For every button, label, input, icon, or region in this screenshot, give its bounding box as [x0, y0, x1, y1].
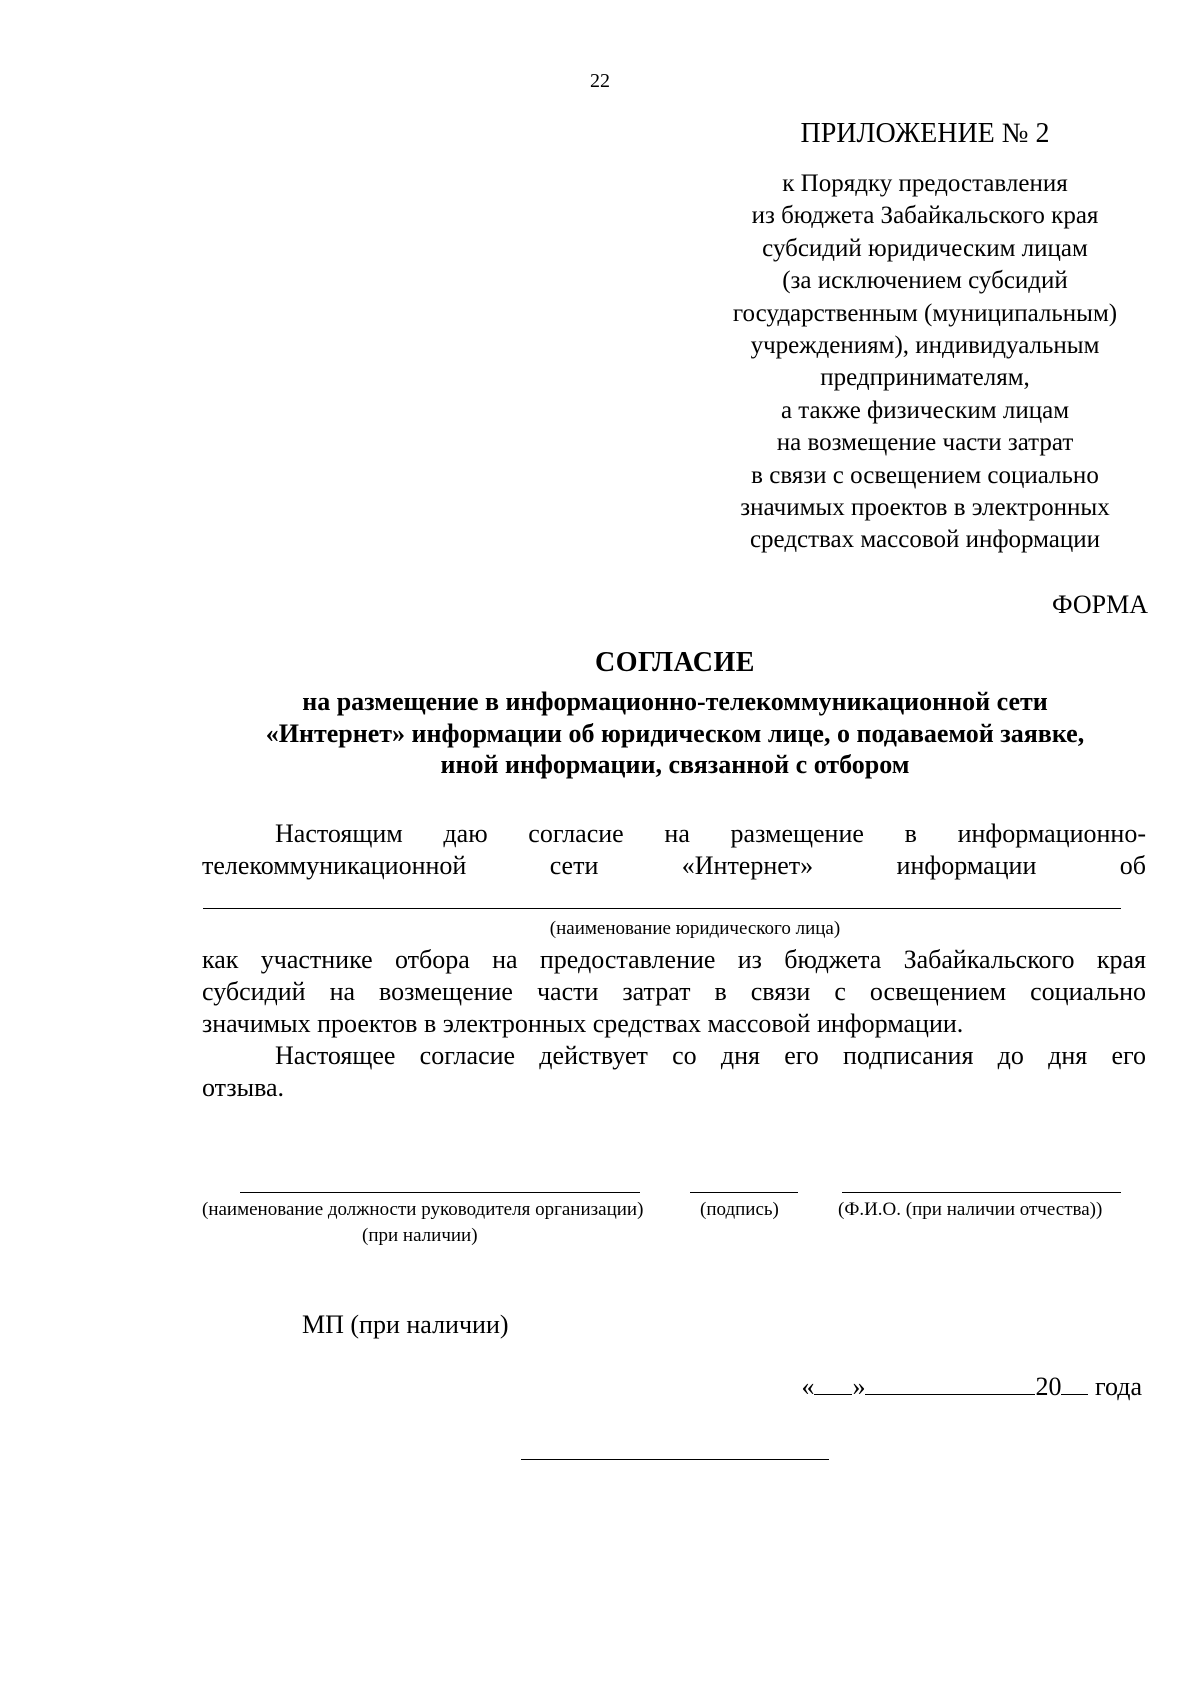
- date-century: 20: [1035, 1372, 1062, 1401]
- appendix-line: в связи с освещением социально: [751, 461, 1099, 489]
- month-field[interactable]: [865, 1374, 1035, 1395]
- body-line: телекоммуникационной сети «Интернет» информации об: [202, 851, 1146, 880]
- appendix-line: субсидий юридическим лицам: [762, 234, 1088, 262]
- body-line: субсидий на возмещение части затрат в связи с освещением социально: [202, 977, 1146, 1006]
- body-line: как участнике отбора на предоставление из бюджета Забайкальского края: [202, 945, 1146, 974]
- bottom-divider: [521, 1459, 829, 1460]
- position-caption-note: (при наличии): [362, 1225, 478, 1246]
- date-suffix: года: [1094, 1372, 1142, 1401]
- date-close-quote: »: [852, 1372, 866, 1401]
- subtitle-line: «Интернет» информации об юридическом лице, о подаваемой заявке,: [265, 718, 1085, 748]
- appendix-line: (за исключением субсидий: [782, 267, 1068, 295]
- subtitle-line: иной информации, связанной с отбором: [440, 750, 910, 779]
- year-field[interactable]: [1061, 1374, 1088, 1395]
- date-open-quote: «: [801, 1372, 815, 1401]
- legal-entity-name-field[interactable]: [203, 908, 1121, 909]
- body-line: Настоящим даю согласие на размещение в информационно-: [275, 819, 1146, 848]
- body-line: Настоящее согласие действует со дня его подписания до дня его: [275, 1041, 1146, 1070]
- subtitle-line: на размещение в информационно-телекоммуникационной сети: [302, 687, 1048, 716]
- appendix-subtitle: [692, 168, 1158, 557]
- appendix-title: ПРИЛОЖЕНИЕ № 2: [800, 118, 1050, 149]
- appendix-line: к Порядку предоставления: [782, 170, 1068, 197]
- form-label: ФОРМА: [1052, 590, 1148, 619]
- full-name-field[interactable]: [842, 1192, 1121, 1193]
- appendix-line: средствах массовой информации: [749, 526, 1101, 554]
- position-field[interactable]: [240, 1192, 640, 1193]
- appendix-line: из бюджета Забайкальского края: [751, 202, 1099, 230]
- day-field[interactable]: [814, 1374, 852, 1395]
- position-caption: (наименование должности руководителя организации): [202, 1199, 644, 1220]
- signature-field[interactable]: [690, 1192, 798, 1193]
- legal-entity-caption: (наименование юридического лица): [549, 918, 841, 939]
- stamp-label: МП (при наличии): [302, 1310, 509, 1339]
- appendix-line: а также физическим лицам: [780, 396, 1070, 424]
- page-number: 22: [590, 70, 610, 92]
- body-line: значимых проектов в электронных средствах массовой информации.: [202, 1009, 964, 1038]
- appendix-line: государственным (муниципальным): [732, 299, 1118, 327]
- date-line: [801, 1372, 1142, 1402]
- appendix-line: на возмещение части затрат: [776, 429, 1074, 457]
- document-subtitle: [180, 686, 1170, 781]
- appendix-line: значимых проектов в электронных: [740, 494, 1110, 522]
- appendix-line: предпринимателям,: [820, 364, 1030, 392]
- body-line: отзыва.: [202, 1073, 285, 1102]
- signature-caption: (подпись): [700, 1199, 779, 1220]
- document-title: СОГЛАСИЕ: [595, 647, 755, 678]
- appendix-line: учреждениям), индивидуальным: [750, 332, 1100, 360]
- full-name-caption: (Ф.И.О. (при наличии отчества)): [838, 1199, 1103, 1220]
